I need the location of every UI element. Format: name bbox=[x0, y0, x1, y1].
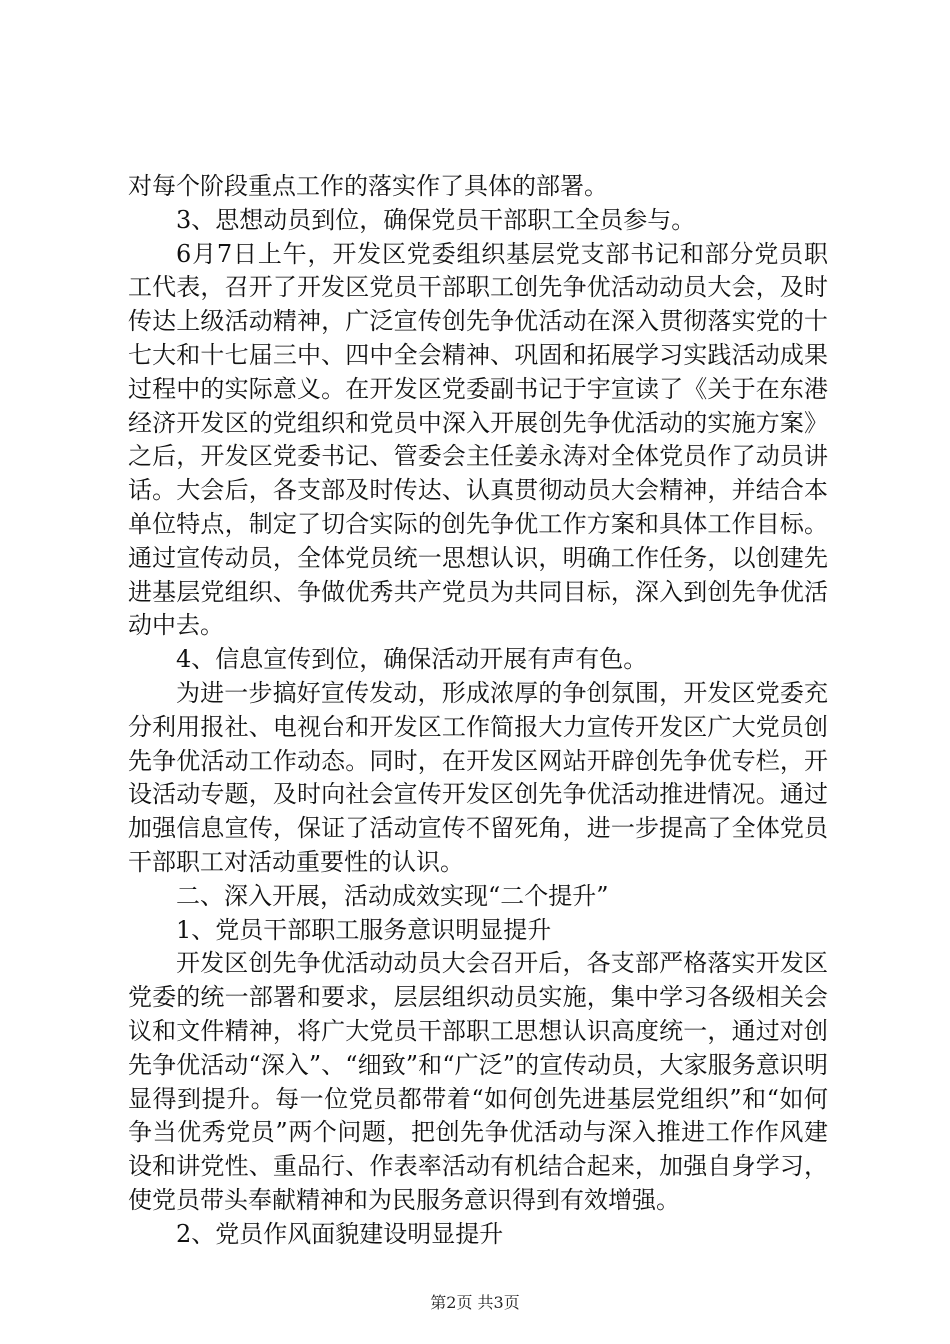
section-heading: 3、思想动员到位，确保党员干部职工全员参与。 bbox=[176, 205, 696, 234]
page-footer bbox=[0, 1290, 950, 1313]
page-number: 第2页 共3页 bbox=[430, 1293, 520, 1312]
paragraph: 为进一步搞好宣传发动，形成浓厚的争创氛围，开发区党委充分利用报社、电视台和开发区工作简报大力宣传开发区广大党员创先争优活动工作动态。同时，在开发区网站开辟创先争优专栏，开设活动专题，及时向社会宣传开发区创先争优活动推进情况。通过加强信息宣传，保证了活动宣传不留死角，进一步提高了全体党员干部职工对活动重要性的认识。 bbox=[128, 678, 828, 876]
section-heading: 2、党员作风面貌建设明显提升 bbox=[176, 1219, 504, 1248]
paragraph: 开发区创先争优活动动员大会召开后，各支部严格落实开发区党委的统一部署和要求，层层组织动员实施，集中学习各级相关会议和文件精神，将广大党员干部职工思想认识高度统一，通过对创先争优活动“深入”、“细致”和“广泛”的宣传动员，大家服务意识明显得到提升。每一位党员都带着“如何创先进基层党组织”和“如何争当优秀党员”两个问题，把创先争优活动与深入推进工作作风建设和讲党性、重品行、作表率活动有机结合起来，加强自身学习，使党员带头奉献精神和为民服务意识得到有效增强。 bbox=[128, 949, 828, 1214]
document-body bbox=[128, 170, 828, 1252]
paragraph: 6月7日上午，开发区党委组织基层党支部书记和部分党员职工代表，召开了开发区党员干部职工创先争优活动动员大会，及时传达上级活动精神，广泛宣传创先争优活动在深入贯彻落实党的十七大和十七届三中、四中全会精神、巩固和拓展学习实践活动成果过程中的实际意义。在开发区党委副书记于宇宣读了《关于在东港经济开发区的党组织和党员中深入开展创先争优活动的实施方案》之后，开发区党委书记、管委会主任姜永涛对全体党员作了动员讲话。大会后，各支部及时传达、认真贯彻动员大会精神，并结合本单位特点，制定了切合实际的创先争优工作方案和具体工作目标。通过宣传动员，全体党员统一思想认识，明确工作任务，以创建先进基层党组织、争做优秀共产党员为共同目标，深入到创先争优活动中去。 bbox=[128, 239, 828, 640]
paragraph: 对每个阶段重点工作的落实作了具体的部署。 bbox=[128, 172, 608, 200]
section-heading: 1、党员干部职工服务意识明显提升 bbox=[176, 915, 552, 944]
section-heading: 二、深入开展，活动成效实现“二个提升” bbox=[176, 881, 609, 910]
section-heading: 4、信息宣传到位，确保活动开展有声有色。 bbox=[176, 645, 648, 674]
